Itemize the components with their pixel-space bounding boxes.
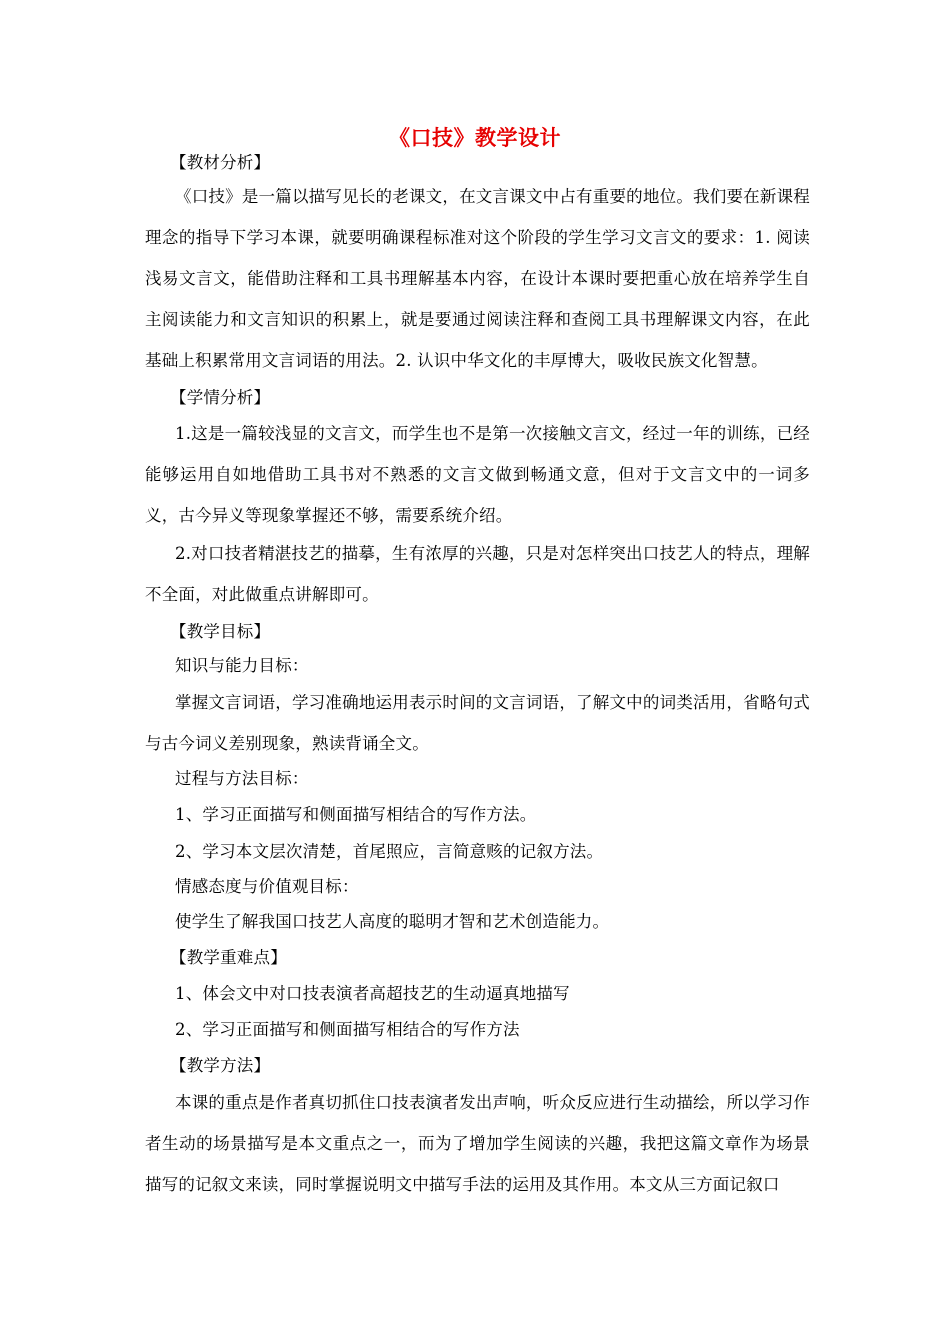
item-key-point-1: 1、体会文中对口技表演者高超技艺的生动逼真地描写 <box>175 984 570 1003</box>
paragraph-student-analysis-2: 2.对口技者精湛技艺的描摹，生有浓厚的兴趣，只是对怎样突出口技艺人的特点，理解不全面，对此做重点讲解即可。 <box>145 544 810 604</box>
heading-teaching-goals: 【教学目标】 <box>170 622 271 641</box>
paragraph-knowledge-goals: 掌握文言词语，学习准确地运用表示时间的文言词语，了解文中的词类活用，省略句式与古今词义差别现象，熟读背诵全文。 <box>145 693 810 753</box>
heading-material-analysis: 【教材分析】 <box>170 153 271 172</box>
label-knowledge-goals: 知识与能力目标： <box>175 656 309 675</box>
label-emotion-goals: 情感态度与价值观目标： <box>175 877 359 896</box>
heading-student-analysis: 【学情分析】 <box>170 388 271 407</box>
document-title: 《口技》教学设计 <box>389 125 561 150</box>
heading-teaching-methods: 【教学方法】 <box>170 1056 271 1075</box>
heading-key-points: 【教学重难点】 <box>170 948 287 967</box>
paragraph-student-analysis-1: 1.这是一篇较浅显的文言文，而学生也不是第一次接触文言文，经过一年的训练，已经能够运用自如地借助工具书对不熟悉的文言文做到畅通文意，但对于文言文中的一词多义，古今异义等现象掌握还不够，需要系统介绍。 <box>145 424 810 525</box>
paragraph-material-analysis: 《口技》是一篇以描写见长的老课文，在文言课文中占有重要的地位。我们要在新课程理念的指导下学习本课，就要明确课程标准对这个阶段的学生学习文言文的要求：1. 阅读浅易文言文，能借助注释和工具书理解基本内容，在设计本课时要把重心放在培养学生自主阅读能力和文言知识的积累上，就是要通过阅读注释和查阅工具书理解课文内容，在此基础上积累常用文言词语的用法。2. 认识中华文化的丰厚博大，吸收民族文化智慧。 <box>145 187 810 370</box>
paragraph-emotion-goals: 使学生了解我国口技艺人高度的聪明才智和艺术创造能力。 <box>175 912 610 931</box>
label-process-goals: 过程与方法目标： <box>175 769 309 788</box>
item-process-goal-1: 1、学习正面描写和侧面描写相结合的写作方法。 <box>175 805 537 824</box>
item-process-goal-2: 2、学习本文层次清楚，首尾照应，言简意赅的记叙方法。 <box>175 842 604 861</box>
item-key-point-2: 2、学习正面描写和侧面描写相结合的写作方法 <box>175 1020 520 1039</box>
paragraph-teaching-methods: 本课的重点是作者真切抓住口技表演者发出声响，听众反应进行生动描绘，所以学习作者生动的场景描写是本文重点之一，而为了增加学生阅读的兴趣，我把这篇文章作为场景描写的记叙文来读，同时掌握说明文中描写手法的运用及其作用。本文从三方面记叙口 <box>145 1093 810 1194</box>
